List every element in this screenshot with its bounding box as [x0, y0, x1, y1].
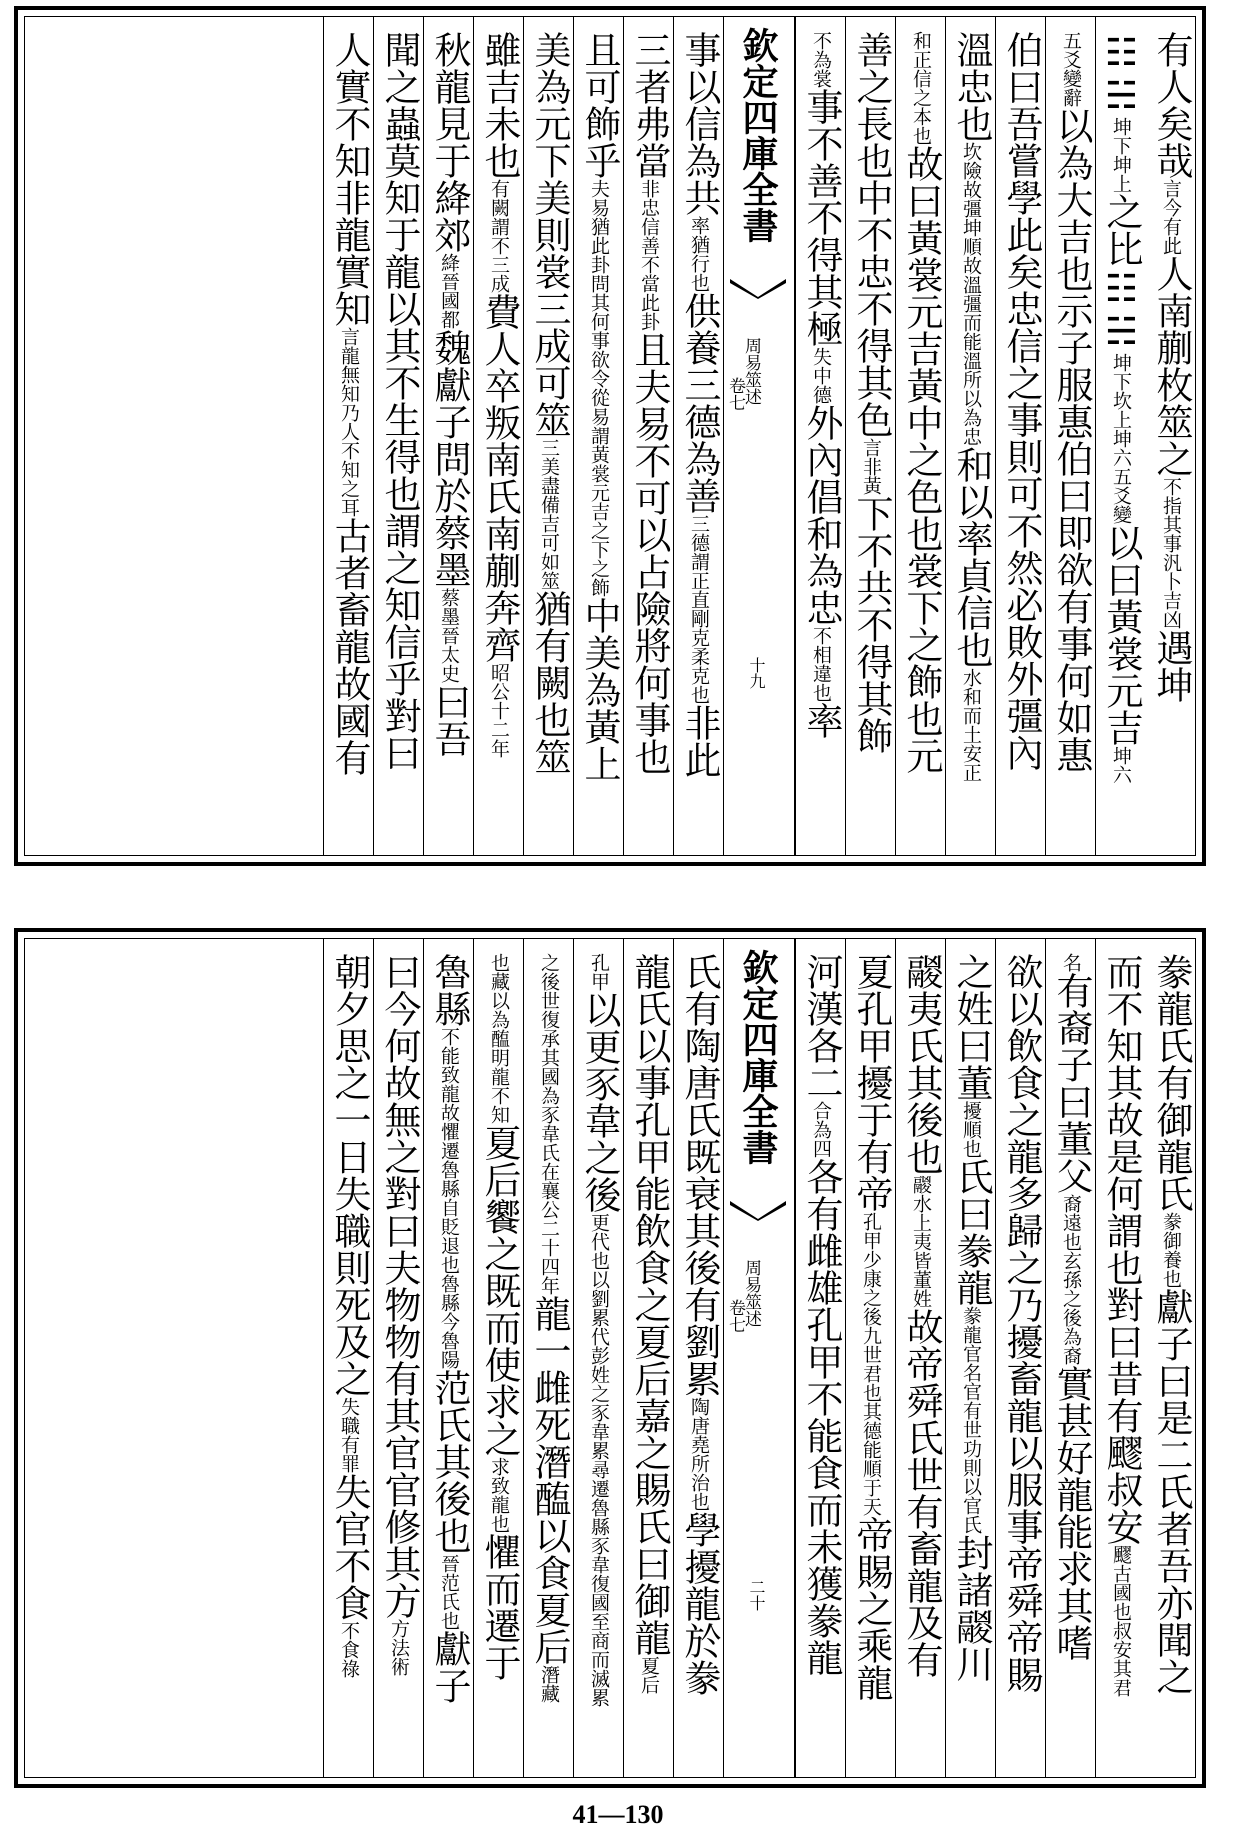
bottom-page-inner-frame	[24, 938, 1196, 1778]
main-text: 人	[1150, 255, 1193, 292]
main-text: 費人卒叛南氏南蒯奔齊	[478, 293, 521, 663]
commentary-text: 更代也以劉累代彭姓之豕韋累尋遷魯縣豕韋復國至商而滅累	[588, 1213, 610, 1707]
commentary-text: 蔡墨晉太史	[438, 588, 460, 683]
commentary-text: 飂古國也叔安其君	[1110, 1545, 1132, 1697]
text-column	[945, 17, 995, 855]
text-column	[945, 939, 995, 1777]
main-text: 南蒯枚筮之	[1150, 292, 1193, 477]
main-text: 伯曰吾嘗學此矣忠信之事則可不然必敗外彊內	[1000, 31, 1043, 771]
commentary-text: 合為四	[810, 1101, 832, 1158]
main-text: ☷☵	[1100, 267, 1143, 353]
commentary-text: 不為裳	[810, 31, 832, 88]
commentary-text: 不能致龍故懼遷魯縣自貶退也魯縣今魯陽	[438, 1027, 460, 1369]
commentary-text: 三德謂正直剛克柔克也	[688, 514, 710, 704]
text-column	[473, 939, 523, 1777]
text-column	[623, 939, 673, 1777]
text-column	[845, 939, 895, 1777]
commentary-text: 孔甲少康之後九世君也其德能順于天	[860, 1212, 882, 1516]
commentary-text: 不指其事汎卜吉凶	[1160, 477, 1182, 629]
commentary-text: 三美盡備吉可如筮	[538, 438, 560, 590]
text-column	[795, 17, 845, 855]
text-column	[995, 17, 1045, 855]
commentary-text: 失職有罪	[338, 1397, 360, 1473]
main-text: 而不知其故是何謂也對曰昔有飂叔安	[1100, 953, 1143, 1545]
text-column	[895, 17, 945, 855]
main-text: 有人矣哉	[1150, 31, 1193, 179]
main-text: 和以率貞信也	[950, 446, 993, 668]
main-text: 遇坤	[1150, 629, 1193, 703]
top-page	[14, 6, 1206, 866]
commentary-text: 名	[1060, 953, 1082, 972]
main-text: 朝夕思之一日失職則死及之	[328, 953, 371, 1397]
commentary-text: 陶唐堯所治也	[688, 1397, 710, 1511]
commentary-text: 有闕謂不三成	[488, 179, 510, 293]
text-column	[373, 17, 423, 855]
commentary-text: 之後世復承其國為豕韋氏在襄公二十四年	[538, 953, 560, 1295]
text-column	[423, 939, 473, 1777]
commentary-text: 絳晉國都	[438, 253, 460, 329]
text-column	[673, 939, 723, 1777]
main-text: 猶有闕也筮	[528, 590, 571, 775]
main-text: 有裔子曰董父	[1050, 972, 1093, 1194]
main-text: 獻子曰是二氏者吾亦聞之	[1150, 1288, 1193, 1695]
center-fold-label	[723, 939, 795, 1777]
text-column	[895, 939, 945, 1777]
text-column	[795, 939, 845, 1777]
commentary-text: 失中德	[810, 347, 832, 404]
main-text: 曰吾	[428, 683, 471, 757]
commentary-text: 夫易猶此卦問其何事欲令從	[588, 179, 610, 407]
main-text: 且可飾乎	[578, 31, 621, 179]
main-text: 氏有陶唐氏既衰其後有劉累	[678, 953, 721, 1397]
commentary-text: 坤下坤上	[1110, 117, 1132, 193]
main-text: 以為大吉也示子服惠伯曰即欲有事何如惠	[1050, 107, 1093, 773]
main-text: 事不善不得其極	[800, 88, 843, 347]
main-text: 三者弗當	[628, 31, 671, 179]
main-text: 之姓曰董	[950, 953, 993, 1101]
main-text: 氏曰豢龍	[950, 1158, 993, 1306]
top-page-inner-frame	[24, 16, 1196, 856]
main-text: 懼而遷于	[478, 1533, 521, 1681]
chapter-label: 卷七	[725, 377, 745, 411]
commentary-text: 豢龍官名官有世功則以官氏	[960, 1306, 982, 1534]
main-text: 故曰黃裳元吉黃中之色也裳下之飾也元	[900, 145, 943, 774]
main-text: 欲以飲食之龍多歸之乃擾畜龍以服事帝舜帝賜	[1000, 953, 1043, 1693]
main-text: 下不共不得其飾	[850, 495, 893, 754]
main-text: 聞之蟲莫知于龍以其不生得也謂之知信乎對曰	[378, 31, 421, 771]
text-column	[623, 17, 673, 855]
text-column	[995, 939, 1045, 1777]
commentary-text: 也藏以為醢明龍不知	[488, 953, 510, 1124]
commentary-text: 和正信之本也	[910, 31, 932, 145]
main-text: 中美為黃上	[578, 597, 621, 782]
text-column	[1145, 939, 1195, 1777]
book-title: 周易筮述	[741, 1259, 761, 1327]
commentary-text: 言龍無知乃人不知之耳	[338, 327, 360, 517]
main-text: 非此	[678, 704, 721, 778]
commentary-text: 坤六	[1110, 746, 1132, 784]
text-column	[845, 17, 895, 855]
commentary-text: 非忠信善不當此卦	[638, 179, 660, 331]
fish-tail-mark-icon	[730, 279, 786, 299]
commentary-text: 昭公十二年	[488, 663, 510, 758]
text-column	[373, 939, 423, 1777]
text-column	[523, 17, 573, 855]
bottom-page	[14, 928, 1206, 1788]
collection-title: 欽定四庫全書	[737, 27, 779, 243]
chapter-label: 卷七	[725, 1299, 745, 1333]
main-text: 鬷夷氏其後也	[900, 953, 943, 1175]
main-text: 事以信為共	[678, 31, 721, 216]
book-title: 周易筮述	[741, 337, 761, 405]
main-text: 夏后饗之既而使求之	[478, 1124, 521, 1457]
commentary-text: 易謂黃裳元吉之下之飾	[588, 407, 610, 597]
commentary-text: 五爻變辭	[1060, 31, 1082, 107]
main-text: 封諸鬷川	[950, 1534, 993, 1682]
main-text: 實甚好龍能求其嗜	[1050, 1365, 1093, 1661]
text-column	[423, 17, 473, 855]
main-text: 古者畜龍故國有	[328, 517, 371, 776]
main-text: 豢龍氏有御龍氏	[1150, 953, 1193, 1212]
text-column	[523, 939, 573, 1777]
main-text: 秋龍見于絳郊	[428, 31, 471, 253]
main-text: 人實不知非龍實知	[328, 31, 371, 327]
commentary-text: 求致龍也	[488, 1457, 510, 1533]
commentary-text: 言非黃	[860, 438, 882, 495]
main-text: 以更豕韋之後	[578, 991, 621, 1213]
commentary-text: 不食祿	[338, 1621, 360, 1678]
leaf-number: 十九	[747, 657, 766, 689]
text-column	[1095, 17, 1145, 855]
main-text: 學擾龍於豢	[678, 1511, 721, 1696]
center-fold-label	[723, 17, 795, 855]
commentary-text: 言今有此	[1160, 179, 1182, 255]
commentary-text: 擾順也	[960, 1101, 982, 1158]
page-number-footer: 41—130	[572, 1800, 664, 1829]
commentary-text: 潛藏	[538, 1665, 560, 1703]
commentary-text: 不相違也	[810, 626, 832, 702]
commentary-text: 坎險故彊坤順故溫彊而能溫所以為忠	[960, 142, 982, 446]
main-text: 溫忠也	[950, 31, 993, 142]
main-text: 失官不食	[328, 1473, 371, 1621]
main-text: 善之長也中不忠不得其色	[850, 31, 893, 438]
collection-title: 欽定四庫全書	[737, 949, 779, 1165]
main-text: 河漢各二	[800, 953, 843, 1101]
main-text: 供養三德為善	[678, 292, 721, 514]
main-text: 美為元下美則裳三成可筮	[528, 31, 571, 438]
text-column	[573, 939, 623, 1777]
main-text: 雖吉未也	[478, 31, 521, 179]
main-text: 之比	[1100, 193, 1143, 267]
main-text: 率	[800, 702, 843, 739]
main-text: 且夫易不可以占險將何事也	[628, 331, 671, 775]
main-text: 外內倡和為忠	[800, 404, 843, 626]
text-column	[323, 17, 373, 855]
commentary-text: 坤下坎上坤六五爻變	[1110, 353, 1132, 524]
main-text: 龍一雌死潛醢以食夏后	[528, 1295, 571, 1665]
text-column	[473, 17, 523, 855]
commentary-text: 裔遠也玄孫之後為裔	[1060, 1194, 1082, 1365]
main-text: 曰今何故無之對曰夫物物有其官官修其方	[378, 953, 421, 1619]
text-column	[1045, 17, 1095, 855]
main-text: 龍氏以事孔甲能飲食之夏后嘉之賜氏曰御龍	[628, 953, 671, 1656]
commentary-text: 孔甲	[588, 953, 610, 991]
main-text: 范氏其後也	[428, 1369, 471, 1554]
commentary-text: 豢御養也	[1160, 1212, 1182, 1288]
text-column	[1095, 939, 1145, 1777]
fish-tail-mark-icon	[730, 1201, 786, 1221]
text-column	[1145, 17, 1195, 855]
main-text: 獻子	[428, 1630, 471, 1704]
text-column	[673, 17, 723, 855]
main-text: 夏孔甲擾于有帝	[850, 953, 893, 1212]
commentary-text: 夏后	[638, 1656, 660, 1694]
commentary-text: 方法術	[388, 1619, 410, 1676]
commentary-text: 晉范氏也	[438, 1554, 460, 1630]
main-text: 以曰黃裳元吉	[1100, 524, 1143, 746]
main-text: 魏獻子問於蔡墨	[428, 329, 471, 588]
main-text: 各有雌雄孔甲不能食而未獲豢龍	[800, 1158, 843, 1676]
main-text: 魯縣	[428, 953, 471, 1027]
text-column	[1045, 939, 1095, 1777]
text-column	[573, 17, 623, 855]
commentary-text: 鬷水上夷皆董姓	[910, 1175, 932, 1308]
text-column	[323, 939, 373, 1777]
main-text: ☷☵	[1100, 31, 1143, 117]
leaf-number: 二十	[747, 1579, 766, 1611]
main-text: 帝賜之乘龍	[850, 1516, 893, 1701]
main-text: 故帝舜氏世有畜龍及有	[900, 1308, 943, 1678]
commentary-text: 水和而土安正	[960, 668, 982, 782]
commentary-text: 率猶行也	[688, 216, 710, 292]
